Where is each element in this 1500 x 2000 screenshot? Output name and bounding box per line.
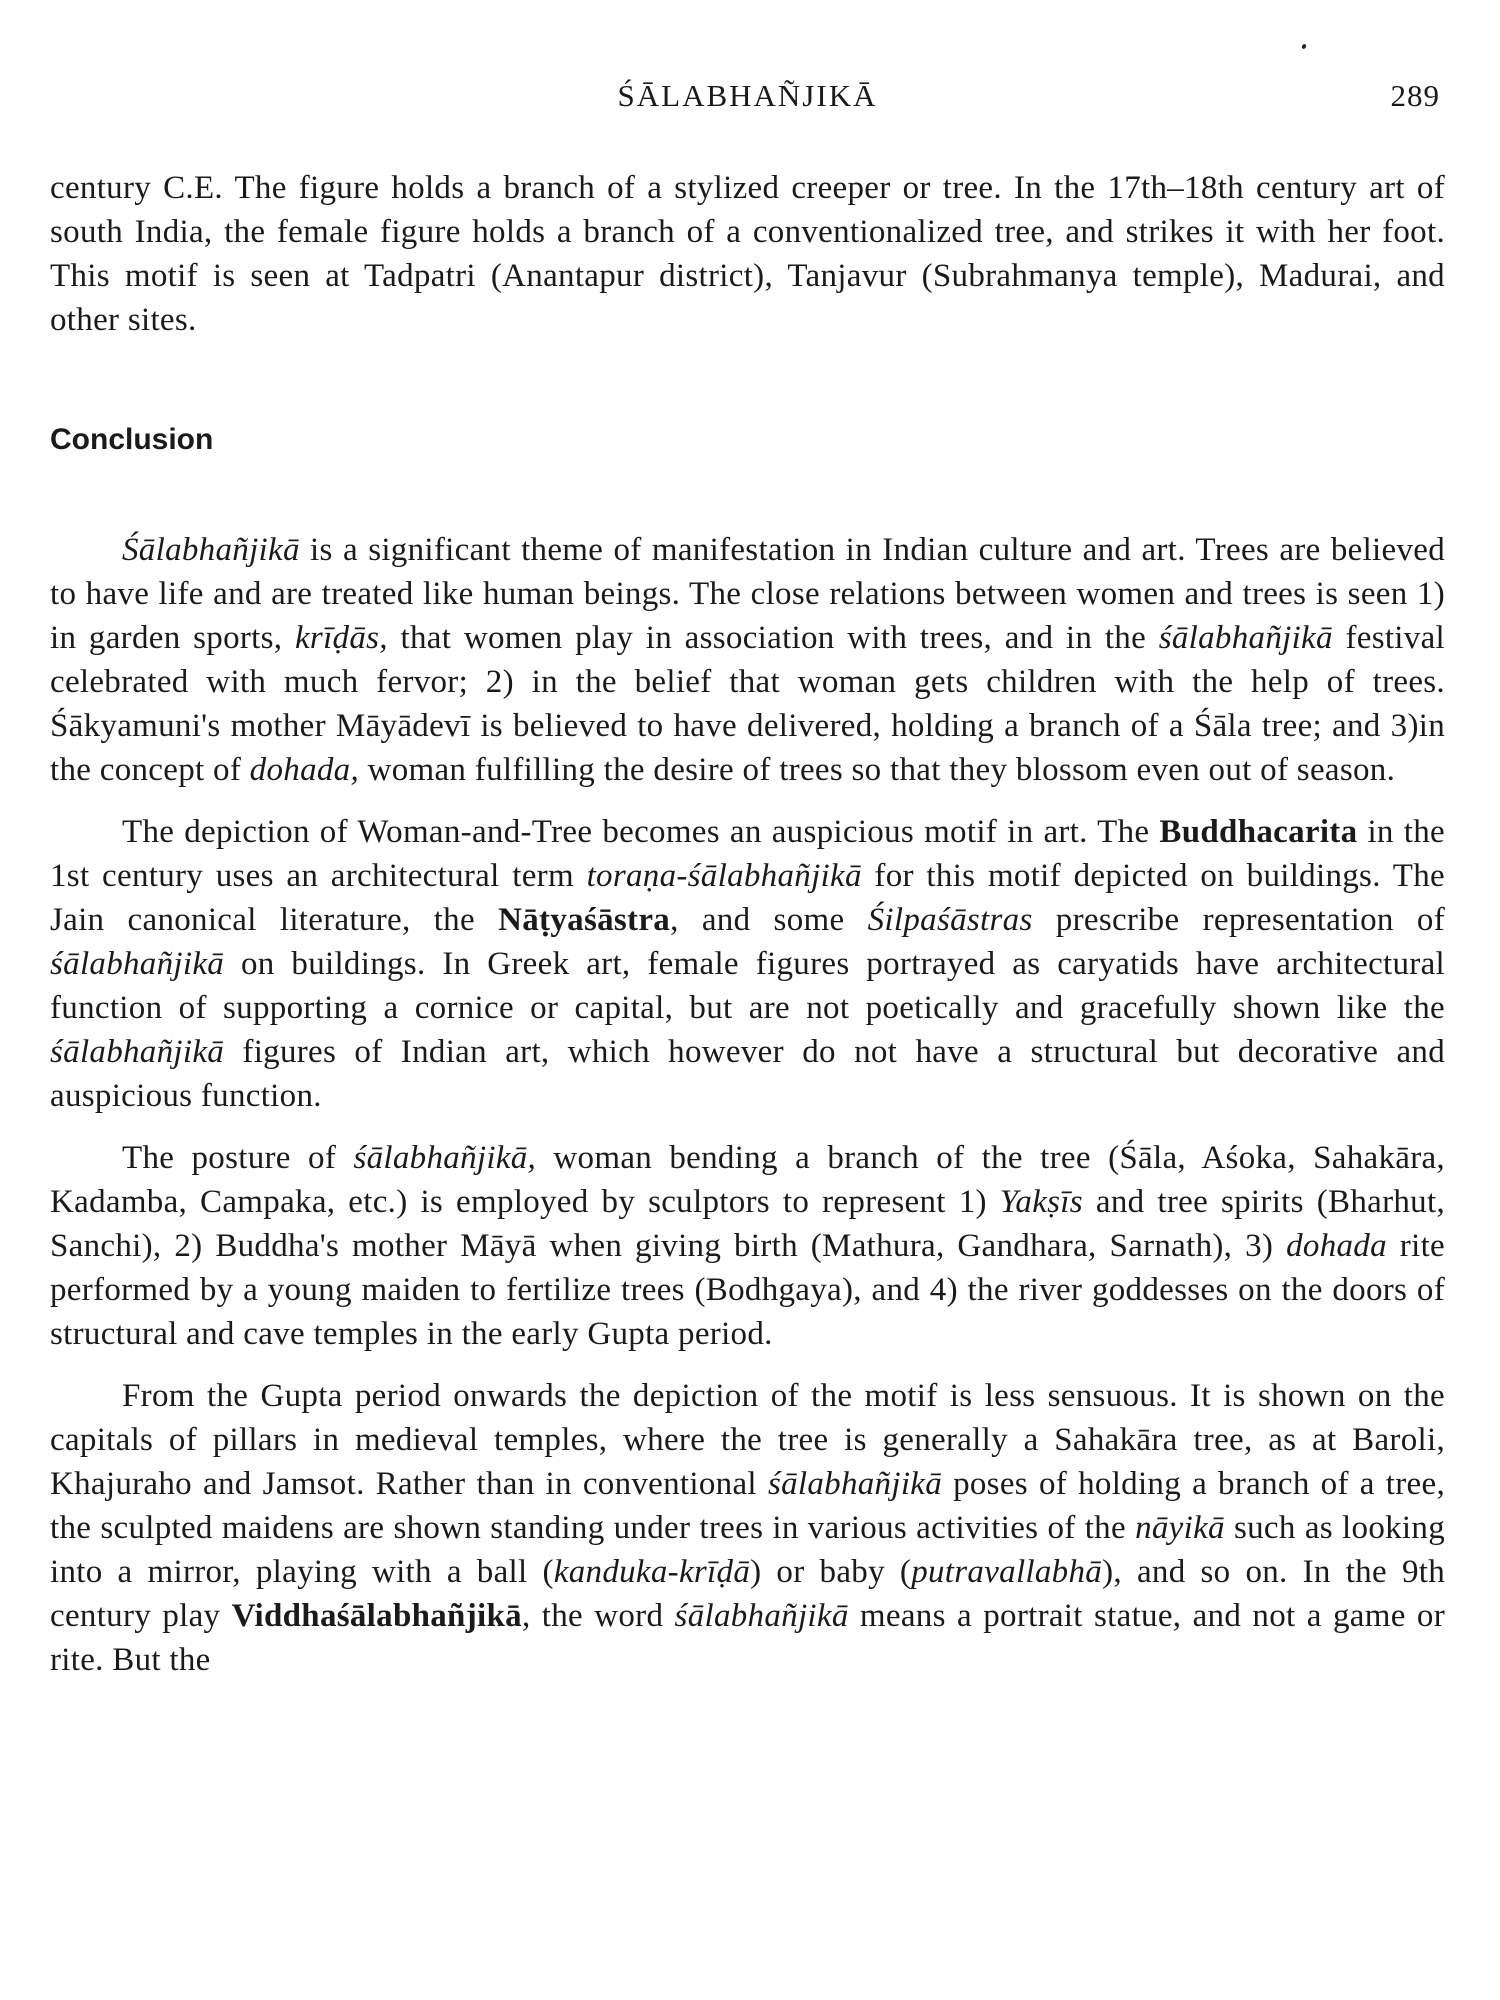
running-header (50, 78, 1445, 118)
paragraph-conclusion-4: From the Gupta period onwards the depiction of the motif is less sensuous. It is shown on the capitals of pillars in medieval temples, where the tree is generally a Sahakāra tree, as at Baroli, Khajuraho and Jamsot. Rather than in conventional śālabhañjikā poses of holding a branch of a tree, the sculpted maidens are shown standing under trees in various activities of the nāyikā such as looking into a mirror, playing with a ball (kanduka-krīḍā) or baby (putravallabhā), and so on. In the 9th century play Viddhaśālabhañjikā, the word śālabhañjikā means a portrait statue, and not a game or rite. But the (50, 1378, 1446, 1678)
book-page (50, 78, 1445, 1682)
running-title: ŚĀLABHAÑJIKĀ (617, 78, 878, 113)
page-number: 289 (1390, 78, 1440, 113)
paragraph-conclusion-3: The posture of śālabhañjikā, woman bending a branch of the tree (Śāla, Aśoka, Sahakāra, Kadamba, Campaka, etc.) is employed by sculptors to represent 1) Yakṣīs and tree spirits (Bharhut, Sanchi), 2) Buddha's mother Māyā when giving birth (Mathura, Gandhara, Sarnath), 3) dohada rite performed by a young maiden to fertilize trees (Bodhgaya), and 4) the river goddesses on the doors of structural and cave temples in the early Gupta period. (50, 1140, 1445, 1352)
section-heading-conclusion: Conclusion (50, 423, 214, 456)
print-speck (1301, 43, 1307, 49)
paragraph-conclusion-2: The depiction of Woman-and-Tree becomes an auspicious motif in art. The Buddhacarita in the 1st century uses an architectural term toraṇa-śālabhañjikā for this motif depicted on buildings. The Jain canonical literature, the Nāṭyaśāstra, and some Śilpaśāstras prescribe representation of śālabhañjikā on buildings. In Greek art, female figures portrayed as caryatids have architectural function of supporting a cornice or capital, but are not poetically and gracefully shown like the śālabhañjikā figures of Indian art, which however do not have a structural but decorative and auspicious function. (50, 814, 1446, 1114)
paragraph-conclusion-1: Śālabhañjikā is a significant theme of manifestation in Indian culture and art. Trees are believed to have life and are treated like human beings. The close relations between women and trees is seen 1) in garden sports, krīḍās, that women play in association with trees, and in the śālabhañjikā festival celebrated with much fervor; 2) in the belief that woman gets children with the help of trees. Śākyamuni's mother Māyādevī is believed to have delivered, holding a branch of a Śāla tree; and 3)in the concept of dohada, woman fulfilling the desire of trees so that they blossom even out of season. (50, 532, 1445, 788)
paragraph-continuation: century C.E. The figure holds a branch of a stylized creeper or tree. In the 17th–18th century art of south India, the female figure holds a branch of a conventionalized tree, and strikes it with her foot. This motif is seen at Tadpatri (Anantapur district), Tanjavur (Subrahmanya temple), Madurai, and other sites. (50, 170, 1445, 338)
